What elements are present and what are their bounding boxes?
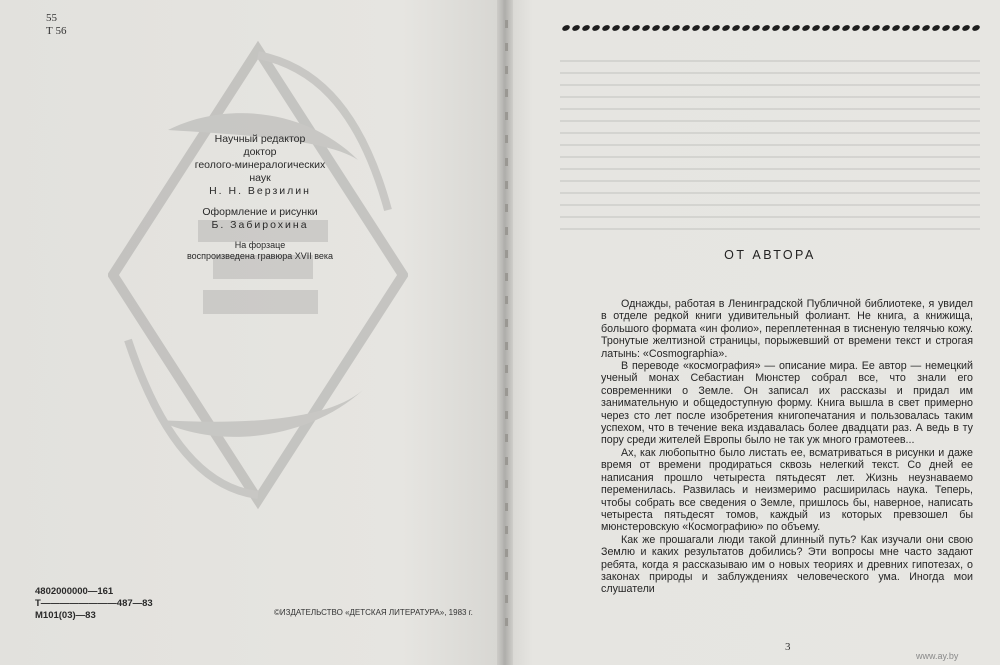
copyright-line: ©ИЗДАТЕЛЬСТВО «ДЕТСКАЯ ЛИТЕРАТУРА», 1983 г. [274, 608, 473, 617]
ornament-segment [911, 24, 920, 32]
ornament-segment [611, 24, 620, 32]
ornament-segment [741, 24, 750, 32]
ornament-segment [831, 24, 840, 32]
show-through-line [560, 144, 980, 146]
show-through-line [560, 192, 980, 194]
show-through-line [560, 228, 980, 230]
show-through-line [560, 72, 980, 74]
stitch-mark [505, 89, 508, 97]
stitch-mark [505, 503, 508, 511]
stitch-mark [505, 572, 508, 580]
ornament-segment [771, 24, 780, 32]
show-through-line [560, 204, 980, 206]
show-through-line [560, 120, 980, 122]
credit-line: Оформление и рисунки [202, 206, 318, 218]
ornament-segment [701, 24, 710, 32]
ornament-segment [901, 24, 910, 32]
binding-stitches [505, 20, 509, 640]
ornament-segment [791, 24, 800, 32]
ornament-segment [931, 24, 940, 32]
illustrator-name: Б. Забирохина [211, 219, 309, 231]
show-through-line [560, 132, 980, 134]
ornament-segment [591, 24, 600, 32]
stitch-mark [505, 595, 508, 603]
stitch-mark [505, 181, 508, 189]
stitch-mark [505, 66, 508, 74]
stitch-mark [505, 250, 508, 258]
udk-line: 55 [46, 12, 57, 24]
stitch-mark [505, 204, 508, 212]
watermark: www.ay.by [916, 651, 959, 661]
ornament-segment [721, 24, 730, 32]
ornament-segment [891, 24, 900, 32]
paragraph: Как же прошагали люди такой длинный путь? Как изучали они свою Землю и каких результатов добились? Эти вопросы мне часто задают ребята, когда я рассказываю им о новых теориях и древних гипотезах, о законах природы и заблуждениях человеческого ума. Иногда мои слушатели [601, 533, 973, 596]
stitch-mark [505, 365, 508, 373]
ornament-segment [801, 24, 810, 32]
ornament-segment [851, 24, 860, 32]
udk-line: Т 56 [46, 25, 67, 37]
stitch-mark [505, 43, 508, 51]
show-through-emblem-image [108, 40, 408, 510]
ornament-segment [951, 24, 960, 32]
ornament-segment [861, 24, 870, 32]
udk-code [46, 12, 66, 38]
ornament-segment [811, 24, 820, 32]
publication-codes [35, 586, 153, 622]
show-through-line [560, 168, 980, 170]
show-through-line [560, 60, 980, 62]
stitch-mark [505, 526, 508, 534]
ornament-segment [691, 24, 700, 32]
credit-line: наук [249, 172, 271, 184]
stitch-mark [505, 388, 508, 396]
ornament-segment [681, 24, 690, 32]
ornament-segment [731, 24, 740, 32]
stitch-mark [505, 549, 508, 557]
show-through-line [560, 96, 980, 98]
credit-line: геолого-минералогических [194, 159, 326, 171]
endpaper-note: воспроизведена гравюра XVII века [186, 251, 334, 261]
code-line: М101(03)—83 [35, 610, 96, 621]
ornament-segment [671, 24, 680, 32]
stitch-mark [505, 434, 508, 442]
credit-line: доктор [243, 146, 277, 158]
chapter-heading: ОТ АВТОРА [724, 248, 816, 262]
ornament-segment [961, 24, 970, 32]
stitch-mark [505, 158, 508, 166]
stitch-mark [505, 227, 508, 235]
wavy-ornament-rule [560, 22, 985, 34]
credits-block [160, 133, 360, 262]
credit-line: Научный редактор [214, 133, 306, 145]
stitch-mark [505, 135, 508, 143]
stitch-mark [505, 411, 508, 419]
ornament-segment [661, 24, 670, 32]
ornament-segment [581, 24, 590, 32]
ornament-segment [571, 24, 580, 32]
show-through-line [560, 84, 980, 86]
ornament-segment [881, 24, 890, 32]
page-number: 3 [785, 641, 791, 653]
ornament-segment [601, 24, 610, 32]
endpaper-note: На форзаце [234, 240, 286, 250]
ornament-segment [921, 24, 930, 32]
show-through-line [560, 108, 980, 110]
ornament-segment [621, 24, 630, 32]
ornament-segment [941, 24, 950, 32]
ornament-segment [871, 24, 880, 32]
show-through-line [560, 216, 980, 218]
ornament-segment [751, 24, 760, 32]
ornament-segment [711, 24, 720, 32]
stitch-mark [505, 480, 508, 488]
ornament-segment [841, 24, 850, 32]
stitch-mark [505, 618, 508, 626]
stitch-mark [505, 296, 508, 304]
ornament-segment [761, 24, 770, 32]
editor-name: Н. Н. Верзилин [209, 185, 311, 197]
stitch-mark [505, 20, 508, 28]
ornament-segment [631, 24, 640, 32]
stitch-mark [505, 319, 508, 327]
ornament-segment [781, 24, 790, 32]
ornament-segment [641, 24, 650, 32]
ornament-segment [821, 24, 830, 32]
paragraph: Однажды, работая в Ленинградской Публичной библиотеке, я увидел в отделе редкой книги удивительный фолиант. Не книга, а книжища, большого формата «ин фолио», переплетенная в тисненую телячью кожу. Тронутые желтизной страницы, порыжевший от времени текст и строгая латынь: «Cosmographia». [601, 298, 973, 360]
show-through-line [560, 180, 980, 182]
paragraph: Ах, как любопытно было листать ее, всматриваться в рисунки и даже время от времени продираться сквозь нелегкий текст. Со дней ее написания прошло четыреста пятьдесят лет. Жизнь неузнаваемо переменилась. Развилась и неизмеримо расширилась наука. Теперь, чтобы собрать все сведения о Земле, пришлось бы, наверное, написать четыреста пятьдесят томов, каждый из которых превзошел бы мюнстеровскую «Космографию» по объему. [601, 446, 973, 534]
ornament-segment [971, 24, 980, 32]
ornament-segment [561, 24, 570, 32]
stitch-mark [505, 342, 508, 350]
code-line: Т————————487—83 [35, 598, 153, 609]
show-through-line [560, 156, 980, 158]
stitch-mark [505, 457, 508, 465]
paragraph: В переводе «космография» — описание мира. Ее автор — немецкий ученый монах Себастиан Мюнстер собрал все, что знали его современники о Земле. Он записал их рассказы и придал им занимательную и общедоступную форму. Книга вышла в свет примерно через сто лет после изобретения книгопечатания и пользовалась таким успехом, что в течение века издавалась более двадцати раз. А ведь в ту пору среди жителей Европы было не так уж много грамотеев... [601, 360, 973, 447]
ornament-segment [651, 24, 660, 32]
show-through-lines [560, 60, 980, 240]
code-line: 4802000000—161 [35, 586, 114, 597]
body-text [601, 298, 973, 596]
stitch-mark [505, 112, 508, 120]
stitch-mark [505, 273, 508, 281]
